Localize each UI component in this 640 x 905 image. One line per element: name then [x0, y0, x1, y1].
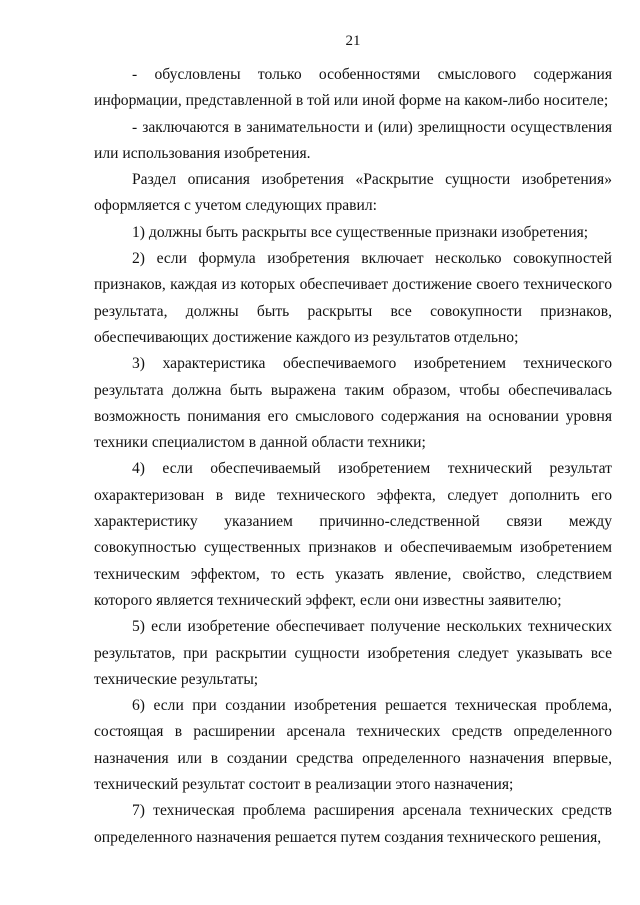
paragraph-rule-4: 4) если обеспечиваемый изобретением технический результат охарактеризован в виде технического эффекта, следует дополнить его характеристику указанием причинно-следственной связи между совокупностью существенных признаков и обеспечиваемым изобретением техническим эффектом, то есть указать явление, свойство, следствием которого является технический эффект, если они известны заявителю; — [94, 460, 612, 609]
paragraph-rule-7: 7) техническая проблема расширения арсенала технических средств определенного назначения решается путем создания технического решения, — [94, 802, 612, 846]
paragraph-rule-6: 6) если при создании изобретения решается техническая проблема, состоящая в расширении арсенала технических средств определенного назначения или в создании средства определенного назначения впервые, технический результат состоит в реализации этого назначения; — [94, 697, 612, 794]
paragraph-exclusion-meaning: - обусловлены только особенностями смыслового содержания информации, представленной в той или иной форме на каком-либо носителе; — [94, 66, 612, 110]
paragraph-rule-1: 1) должны быть раскрыты все существенные признаки изобретения; — [132, 223, 589, 241]
page-number: 21 — [345, 33, 361, 49]
paragraph-exclusion-entertainment: - заключаются в занимательности и (или) зрелищности осуществления или использования изобретения. — [94, 118, 612, 162]
document-body — [94, 62, 612, 851]
paragraph-rule-2: 2) если формула изобретения включает несколько совокупностей признаков, каждая из которых обеспечивает достижение своего технического результата, должны быть раскрыты все совокупности признаков, обеспечивающих достижение каждого из результатов отдельно; — [94, 250, 612, 346]
paragraph-rule-5: 5) если изобретение обеспечивает получение нескольких технических результатов, при раскрытии сущности изобретения следует указывать все технические результаты; — [94, 618, 612, 688]
paragraph-section-intro: Раздел описания изобретения «Раскрытие сущности изобретения» оформляется с учетом следующих правил: — [94, 171, 612, 215]
paragraph-rule-3: 3) характеристика обеспечиваемого изобретением технического результата должна быть выражена таким образом, чтобы обеспечивалась возможность понимания его смыслового содержания на основании уровня техники специалистом в данной области техники; — [94, 355, 612, 452]
